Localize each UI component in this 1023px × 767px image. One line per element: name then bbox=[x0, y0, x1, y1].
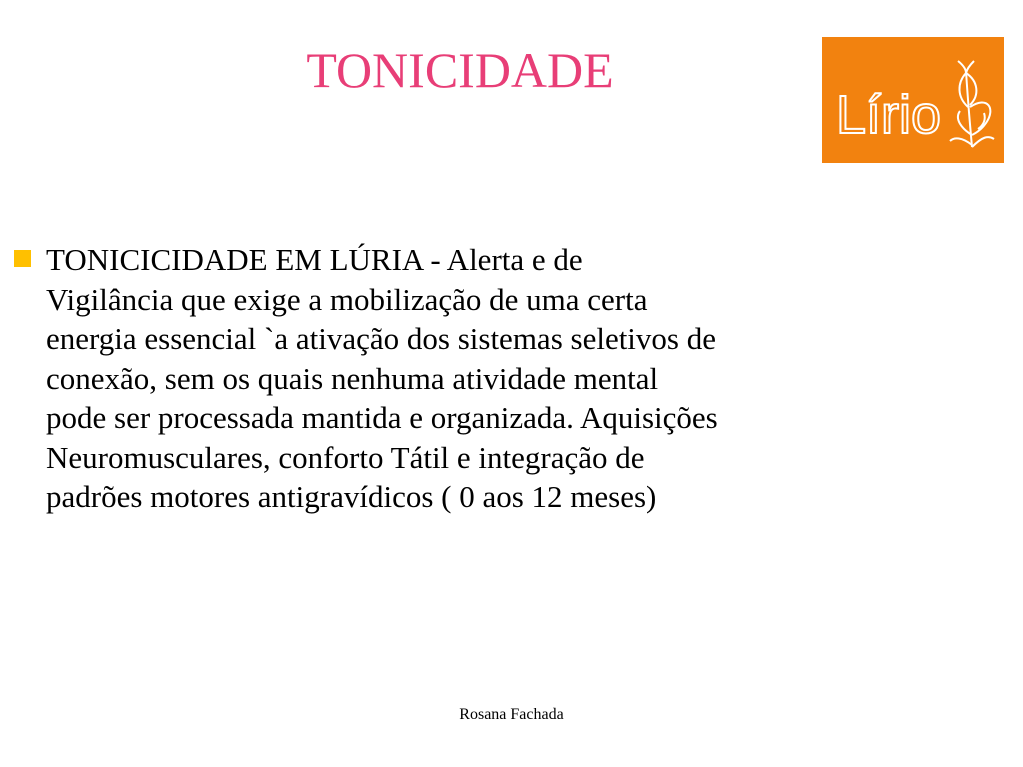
bullet-text: TONICICIDADE EM LÚRIA - Alerta e de Vigilância que exige a mobilização de uma certa energia essencial `a ativação dos sistemas seletivos de conexão, sem os quais nenhuma atividade mental pode ser processada mantida e organizada. Aquisições Neuromusculares, conforto Tátil e integração de padrões motores antigravídicos ( 0 aos 12 meses) bbox=[46, 242, 718, 514]
lirio-logo-text: Lírio bbox=[836, 85, 942, 145]
lirio-logo bbox=[822, 37, 1004, 163]
bullet-item bbox=[14, 240, 914, 517]
lirio-logo-graphic bbox=[822, 37, 1004, 163]
footer-author: Rosana Fachada bbox=[459, 706, 564, 723]
square-bullet-icon bbox=[14, 250, 31, 267]
lily-flower-icon bbox=[950, 61, 994, 147]
slide-title: TONICIDADE bbox=[306, 42, 614, 98]
